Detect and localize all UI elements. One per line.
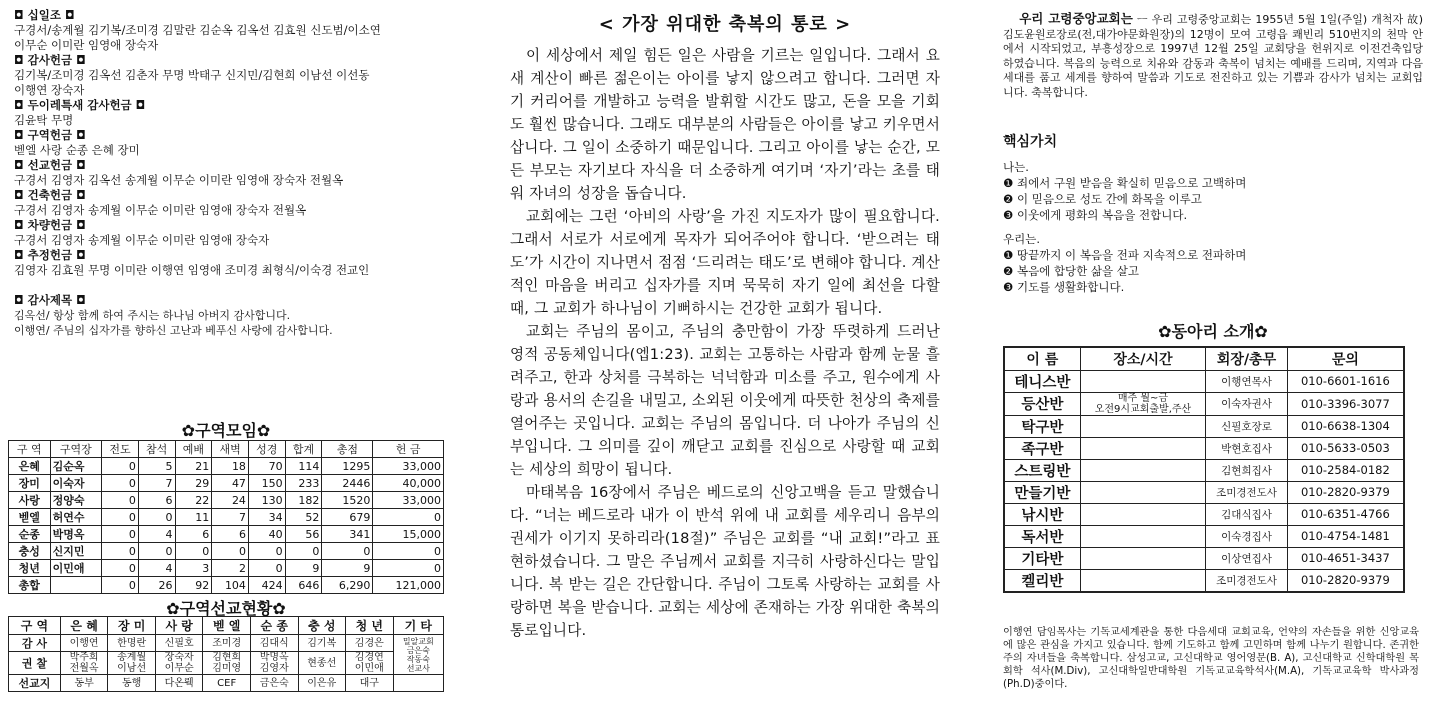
column-header: 문의 <box>1287 347 1404 371</box>
club-place-time <box>1080 481 1206 503</box>
column-header: 구 역 <box>9 617 61 635</box>
table-cell: 동부 <box>60 675 108 692</box>
column-header: 성경 <box>248 441 285 458</box>
table-cell: 5 <box>138 458 175 475</box>
table-row <box>9 635 444 652</box>
table-row <box>1004 547 1404 569</box>
table-cell: 송계월 이남선 <box>108 652 156 675</box>
table-row <box>1004 370 1404 392</box>
table-cell: 대구 <box>346 675 394 692</box>
club-leader: 이숙경집사 <box>1206 525 1288 547</box>
column-header: 벧 엘 <box>203 617 251 635</box>
district-name: 장미 <box>9 475 51 492</box>
offering-category: ◘ 구역헌금 ◘ <box>14 128 86 142</box>
table-cell: CEF <box>203 675 251 692</box>
core-value-item: ❷ 복음에 합당한 삶을 살고 <box>1003 263 1140 278</box>
core-values-title: 핵심가치 <box>1003 133 1058 150</box>
table-cell: 0 <box>138 543 175 560</box>
column-header: 새벽 <box>212 441 249 458</box>
table-cell: 0 <box>373 560 444 577</box>
offering-names: 구경서/송계월 김기복/조미경 김말란 김순옥 김옥선 김효원 신도범/이소연 <box>14 23 381 37</box>
column-header: 기 타 <box>393 617 443 635</box>
offering-category: ◘ 십일조 ◘ <box>14 8 75 22</box>
club-place-time <box>1080 437 1206 459</box>
table-row <box>1004 459 1404 481</box>
table-cell: 0 <box>322 543 373 560</box>
table-cell: 40 <box>248 526 285 543</box>
table-cell: 3 <box>175 560 212 577</box>
club-name: 족구반 <box>1004 437 1080 459</box>
club-name: 테니스반 <box>1004 370 1080 392</box>
table-cell: 33,000 <box>373 492 444 509</box>
district-name: 총합 <box>9 577 51 594</box>
table-cell: 114 <box>285 458 322 475</box>
district-leader: 김순옥 <box>50 458 102 475</box>
club-place-time <box>1080 503 1206 525</box>
table-cell <box>393 675 443 692</box>
club-place-time: 매주 월~금 오전9시교회출발,주산 <box>1080 392 1206 415</box>
club-place-time <box>1080 525 1206 547</box>
club-place-time <box>1080 415 1206 437</box>
core-values-group-label: 나는. <box>1003 159 1029 174</box>
table-cell: 이행연 <box>60 635 108 652</box>
district-name: 순종 <box>9 526 51 543</box>
table-cell: 9 <box>322 560 373 577</box>
table-cell: 2446 <box>322 475 373 492</box>
offering-category-title: 건축헌금 <box>27 188 73 202</box>
offering-category-title: 추정헌금 <box>27 248 73 262</box>
column-header: 참석 <box>138 441 175 458</box>
club-leader: 조미경전도사 <box>1206 481 1288 503</box>
table-row <box>1004 481 1404 503</box>
core-value-item: ❸ 이웃에게 평화의 복음을 전합니다. <box>1003 207 1188 222</box>
table-row <box>1004 525 1404 547</box>
club-leader: 김현희집사 <box>1206 459 1288 481</box>
table-row <box>1004 503 1404 525</box>
offering-category-title: 십일조 <box>27 8 61 22</box>
table-cell: 김경은 <box>346 635 394 652</box>
offering-names: 이행연 장숙자 <box>14 83 85 97</box>
table-cell: 679 <box>322 509 373 526</box>
club-place-time <box>1080 547 1206 569</box>
column-header: 순 종 <box>250 617 298 635</box>
table-cell: 6 <box>138 492 175 509</box>
table-row <box>9 675 444 692</box>
club-name: 켈리반 <box>1004 569 1080 592</box>
table-cell: 1520 <box>322 492 373 509</box>
table-row <box>1004 569 1404 592</box>
district-meeting-title: ✿구역모임✿ <box>181 421 271 440</box>
table-cell: 0 <box>102 475 139 492</box>
club-place-time <box>1080 569 1206 592</box>
column-header: 은 혜 <box>60 617 108 635</box>
table-row <box>9 652 444 675</box>
table-cell: 92 <box>175 577 212 594</box>
table-row <box>9 509 444 526</box>
table-cell: 6 <box>212 526 249 543</box>
table-cell: 장숙자 이무순 <box>155 652 203 675</box>
table-cell: 7 <box>212 509 249 526</box>
column-header: 사 랑 <box>155 617 203 635</box>
table-cell: 40,000 <box>373 475 444 492</box>
row-header: 선교지 <box>9 675 61 692</box>
table-cell: 21 <box>175 458 212 475</box>
table-cell: 김경연 이민애 <box>346 652 394 675</box>
table-cell: 11 <box>175 509 212 526</box>
table-cell: 0 <box>102 543 139 560</box>
offerings-column <box>14 8 454 338</box>
club-phone: 010-6601-1616 <box>1287 370 1404 392</box>
column-header: 장소/시간 <box>1080 347 1206 371</box>
club-leader: 신필호장로 <box>1206 415 1288 437</box>
table-cell: 2 <box>212 560 249 577</box>
table-cell: 김현희 김미영 <box>203 652 251 675</box>
table-cell: 한명란 <box>108 635 156 652</box>
table-cell: 현종선 <box>298 652 346 675</box>
table-cell: 0 <box>373 509 444 526</box>
table-cell: 4 <box>138 560 175 577</box>
offering-names: 김윤탁 무명 <box>14 113 74 127</box>
table-cell: 4 <box>138 526 175 543</box>
table-cell: 0 <box>102 526 139 543</box>
table-cell: 15,000 <box>373 526 444 543</box>
club-phone: 010-2820-9379 <box>1287 569 1404 592</box>
district-leader <box>50 577 102 594</box>
table-cell: 29 <box>175 475 212 492</box>
table-cell: 0 <box>138 509 175 526</box>
district-name: 사랑 <box>9 492 51 509</box>
table-cell: 박명옥 김영자 <box>250 652 298 675</box>
club-name: 탁구반 <box>1004 415 1080 437</box>
column-header: 구 역 <box>9 441 51 458</box>
column-header: 예배 <box>175 441 212 458</box>
table-cell: 1295 <box>322 458 373 475</box>
table-row <box>9 526 444 543</box>
column-header: 전도 <box>102 441 139 458</box>
table-row <box>1004 437 1404 459</box>
table-cell: 0 <box>248 560 285 577</box>
row-header: 권 찰 <box>9 652 61 675</box>
offering-category: ◘ 두이레특새 감사헌금 ◘ <box>14 98 146 112</box>
table-row <box>1004 415 1404 437</box>
table-row <box>9 560 444 577</box>
table-cell: 0 <box>102 509 139 526</box>
row-header: 감 사 <box>9 635 61 652</box>
table-cell: 121,000 <box>373 577 444 594</box>
club-phone: 010-3396-3077 <box>1287 392 1404 415</box>
district-name: 청년 <box>9 560 51 577</box>
club-name: 스트링반 <box>1004 459 1080 481</box>
article-paragraph: 마태복음 16장에서 주님은 베드로의 신앙고백을 듣고 말했습니다. “너는 베드로라 내가 이 반석 위에 내 교회를 세우리니 음부의 권세가 이기지 못하리라(18절)” 주님은 교회를 “내 교회!”라고 표현하셨습니다. 그 말은 주님께서 교회를 지극히 사랑하신다는 말입니다. 복 받는 길은 간단합니다. 주님이 그토록 사랑하는 교회를 사랑하면 복을 받습니다. 교회는 세상에 존재하는 가장 위대한 축복의 통로입니다. <box>510 484 940 639</box>
table-cell: 150 <box>248 475 285 492</box>
table-cell: 0 <box>285 543 322 560</box>
table-row <box>9 543 444 560</box>
club-phone: 010-6638-1304 <box>1287 415 1404 437</box>
column-header: 회장/총무 <box>1206 347 1288 371</box>
club-place-time <box>1080 459 1206 481</box>
club-phone: 010-4754-1481 <box>1287 525 1404 547</box>
table-cell: 동행 <box>108 675 156 692</box>
clubs-title: ✿동아리 소개✿ <box>1158 321 1268 341</box>
column-header: 이 름 <box>1004 347 1080 371</box>
club-phone: 010-2584-0182 <box>1287 459 1404 481</box>
table-cell: 34 <box>248 509 285 526</box>
table-cell: 22 <box>175 492 212 509</box>
thanks-line: 이행연/ 주님의 십자가를 향하신 고난과 베푸신 사랑에 감사합니다. <box>14 324 333 337</box>
district-name: 벧엘 <box>9 509 51 526</box>
table-cell: 130 <box>248 492 285 509</box>
club-phone: 010-6351-4766 <box>1287 503 1404 525</box>
column-header: 구역장 <box>50 441 102 458</box>
offering-category: ◘ 추정헌금 ◘ <box>14 248 86 262</box>
table-cell: 금은숙 <box>250 675 298 692</box>
table-cell: 7 <box>138 475 175 492</box>
article-paragraph: 교회는 주님의 몸이고, 주님의 충만함이 가장 뚜렷하게 드러난 영적 공동체입니다(엡1:23). 교회는 고통하는 사람과 함께 눈물 흘려주고, 한과 상처를 극복하는 넉넉함과 미소를 주고, 원수에게 사랑과 용서의 손길을 내밀고, 소외된 이웃에게 따뜻한 천상의 축제를 열어주는 곳입니다. 교회는 주님의 몸입니다. 더 나아가 주님의 신부입니다. 그 의미를 깊이 깨닫고 교회를 진심으로 사랑할 때 교회는 세상의 희망이 됩니다. <box>510 323 940 478</box>
offering-category: ◘ 감사헌금 ◘ <box>14 53 86 67</box>
district-leader: 이숙자 <box>50 475 102 492</box>
article-column <box>510 10 940 642</box>
thanks-title: ◘ 감사제목 ◘ <box>14 293 86 307</box>
club-name: 낚시반 <box>1004 503 1080 525</box>
club-leader: 이숙자권사 <box>1206 392 1288 415</box>
core-value-item: ❶ 죄에서 구원 받음을 확실히 믿음으로 고백하며 <box>1003 175 1247 190</box>
table-cell: 0 <box>212 543 249 560</box>
table-cell: 0 <box>102 492 139 509</box>
table-cell: 0 <box>248 543 285 560</box>
clubs-table <box>1003 346 1405 593</box>
table-cell: 6,290 <box>322 577 373 594</box>
offering-names: 구경서 김영자 송계월 이무순 이미란 임영애 장숙자 <box>14 233 270 247</box>
article-title: < 가장 위대한 축복의 통로 > <box>598 14 852 35</box>
table-cell: 0 <box>373 543 444 560</box>
table-cell: 신필호 <box>155 635 203 652</box>
district-leader: 허연수 <box>50 509 102 526</box>
club-leader: 김대식집사 <box>1206 503 1288 525</box>
offering-category-title: 감사헌금 <box>27 53 73 67</box>
district-leader: 이민애 <box>50 560 102 577</box>
table-cell: 박주희 전월옥 <box>60 652 108 675</box>
core-value-item: ❷ 이 믿음으로 성도 간에 화목을 이루고 <box>1003 191 1202 206</box>
table-cell: 김기복 <box>298 635 346 652</box>
offering-category-title: 차량헌금 <box>27 218 73 232</box>
table-cell: 47 <box>212 475 249 492</box>
district-name: 충성 <box>9 543 51 560</box>
district-leader: 신지민 <box>50 543 102 560</box>
offering-category: ◘ 건축헌금 ◘ <box>14 188 86 202</box>
table-cell: 다온뤡 <box>155 675 203 692</box>
table-cell: 0 <box>102 458 139 475</box>
club-name: 기타반 <box>1004 547 1080 569</box>
column-header: 청 년 <box>346 617 394 635</box>
table-cell: 18 <box>212 458 249 475</box>
table-cell: 26 <box>138 577 175 594</box>
table-cell: 182 <box>285 492 322 509</box>
offering-category: ◘ 차량헌금 ◘ <box>14 218 86 232</box>
table-cell: 9 <box>285 560 322 577</box>
offering-names: 구경서 김영자 송계월 이무순 이미란 임영애 장숙자 전월옥 <box>14 203 307 217</box>
club-leader: 조미경전도사 <box>1206 569 1288 592</box>
table-row <box>1004 392 1404 415</box>
table-row <box>9 475 444 492</box>
table-cell: 조미경 <box>203 635 251 652</box>
table-cell: 233 <box>285 475 322 492</box>
table-header-row <box>9 441 444 458</box>
table-row <box>9 577 444 594</box>
club-name: 독서반 <box>1004 525 1080 547</box>
offering-names: 김영자 김효원 무명 이미란 이행연 임영애 조미경 최형식/이숙경 전교인 <box>14 263 370 277</box>
club-phone: 010-5633-0503 <box>1287 437 1404 459</box>
club-leader: 박현호집사 <box>1206 437 1288 459</box>
thanks-line: 김옥선/ 항상 함께 하여 주시는 하나님 아버지 감사합니다. <box>14 309 291 322</box>
table-cell: 0 <box>102 577 139 594</box>
column-header: 장 미 <box>108 617 156 635</box>
table-cell: 341 <box>322 526 373 543</box>
table-row <box>9 458 444 475</box>
club-leader: 이상연집사 <box>1206 547 1288 569</box>
club-place-time <box>1080 370 1206 392</box>
district-mission-title: ✿구역선교현황✿ <box>166 599 286 618</box>
offering-names: 구경서 김영자 김옥선 송계월 이무순 이미란 임영애 장숙자 전월옥 <box>14 173 344 187</box>
table-cell: 이은유 <box>298 675 346 692</box>
table-cell: 424 <box>248 577 285 594</box>
offering-category-title: 구역헌금 <box>27 128 73 142</box>
table-cell: 646 <box>285 577 322 594</box>
offering-category-title: 두이레특새 감사헌금 <box>27 98 132 112</box>
table-header-row <box>1004 347 1404 371</box>
district-leader: 정양숙 <box>50 492 102 509</box>
table-cell: 6 <box>175 526 212 543</box>
column-header: 헌 금 <box>373 441 444 458</box>
club-leader: 이행연목사 <box>1206 370 1288 392</box>
offering-names: 이무순 이미란 임영애 장숙자 <box>14 38 159 52</box>
core-values-list <box>1003 159 1423 295</box>
table-cell: 0 <box>102 560 139 577</box>
district-meeting-table <box>8 440 444 594</box>
table-cell: 33,000 <box>373 458 444 475</box>
offering-category: ◘ 선교헌금 ◘ <box>14 158 86 172</box>
offering-names: 벧엘 사랑 순종 은혜 장미 <box>14 143 140 157</box>
district-name: 은혜 <box>9 458 51 475</box>
core-value-item: ❸ 기도를 생활화합니다. <box>1003 279 1125 294</box>
article-paragraph: 교회에는 그런 ‘아비의 사랑’을 가진 지도자가 많이 필요합니다. 그래서 서로가 서로에게 목자가 되어주어야 합니다. ‘받으려는 태도’가 시간이 지나면서 점점 ‘드리려는 태도’로 변해야 합니다. 계산적인 마음을 버리고 십자가를 지며 묵묵히 자기 일에 최선을 다할 때, 그 교회가 하나님이 기뻐하시는 건강한 교회가 됩니다. <box>510 208 940 317</box>
church-info-column <box>1003 11 1423 690</box>
table-cell: 김대식 <box>250 635 298 652</box>
table-cell: 70 <box>248 458 285 475</box>
club-name: 만들기반 <box>1004 481 1080 503</box>
table-cell: 24 <box>212 492 249 509</box>
table-cell: 0 <box>175 543 212 560</box>
district-leader: 박명옥 <box>50 526 102 543</box>
offerings-list <box>14 8 454 278</box>
club-phone: 010-2820-9379 <box>1287 481 1404 503</box>
pastor-intro: 이행연 담임목사는 기독교세계관을 통한 다음세대 교회교육, 언약의 자손들을 위한 신앙교육에 많은 관심을 가지고 있습니다. 함께 기도하고 함께 고민하며 함께 나누기 원합니다. 존귀한 주의 자녀들을 축복합니다. 삼성고교, 고신대학교 영어영문(B. A), 고신대학교 신학대학원 목회학 석사(M.Div), 고신대학일반대학원 기독교교육학석사(M.A), 기독교교육학 박사과정(Ph.D)중이다. <box>1003 627 1419 690</box>
table-row <box>9 492 444 509</box>
table-header-row <box>9 617 444 635</box>
core-value-item: ❶ 땅끝까지 이 복음을 전파 지속적으로 전파하며 <box>1003 247 1247 262</box>
table-cell: 56 <box>285 526 322 543</box>
church-name: 우리 고령중앙교회는 <box>1019 11 1133 26</box>
column-header: 합계 <box>285 441 322 458</box>
table-cell: 52 <box>285 509 322 526</box>
offering-category-title: 선교헌금 <box>27 158 73 172</box>
church-intro <box>1003 12 1423 101</box>
other-mission: 밀알교회 금은숙 작동숙 선교사 <box>393 635 443 675</box>
table-cell: 104 <box>212 577 249 594</box>
column-header: 총점 <box>322 441 373 458</box>
district-mission-table <box>8 616 444 692</box>
column-header: 충 성 <box>298 617 346 635</box>
club-phone: 010-4651-3437 <box>1287 547 1404 569</box>
core-values-group-label: 우리는. <box>1003 231 1040 246</box>
church-intro-text: ㅡ 우리 고령중앙교회는 1955년 5월 1일(주일) 개척자 故)김도윤원로장로(전,대가야문화원장)의 12명이 모여 고령읍 쾌빈리 510번지의 천막 안에서 시작되었고, 부흥성장으로 1997년 12월 25일 교회당을 헌위지로 이전건축입당 하였습니다. 복음의 능력으로 치유와 감동과 축복이 넘치는 예배를 드리며, 지역과 다음세대를 품고 세계를 향하여 말씀과 기도로 전진하고 있는 기쁨과 감사가 넘치는 교회입니다. 축복합니다. <box>1003 13 1423 99</box>
offering-names: 김기복/조미경 김옥선 김춘자 무명 박태구 신지민/김현희 이남선 이선동 <box>14 68 370 82</box>
article-paragraph: 이 세상에서 제일 힘든 일은 사람을 기르는 일입니다. 그래서 요새 계산이 빠른 젊은이는 아이를 낳지 않으려고 합니다. 그러면 자기 커리어를 개발하고 능력을 발휘할 시간도 많고, 돈을 모을 기회도 훨씬 많습니다. 그래도 대부분의 사람들은 아이를 낳고 키우면서 삽니다. 그 일이 소중하기 때문입니다. 그리고 아이를 낳는 순간, 모든 부모는 자기보다 자식을 더 소중하게 여기며 ‘자기’라는 초를 태워 자녀의 성장을 돕습니다. <box>510 47 940 202</box>
club-name: 등산반 <box>1004 392 1080 415</box>
